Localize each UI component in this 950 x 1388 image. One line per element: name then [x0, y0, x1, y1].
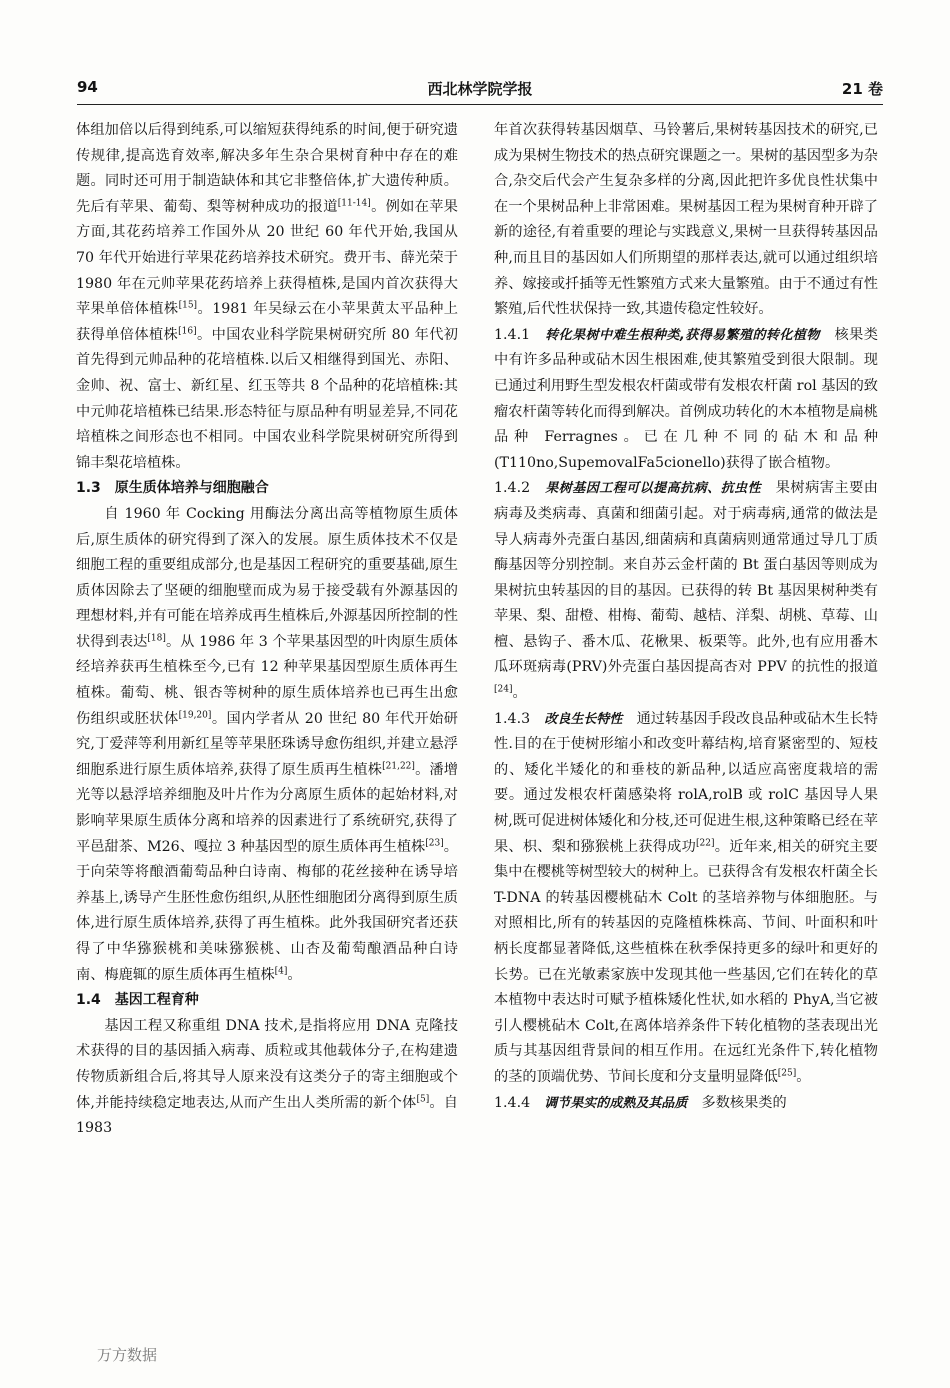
subsection-number: 1.4.2 — [494, 480, 546, 497]
subsection-number: 1.4.3 — [494, 710, 545, 727]
text-run: 。国内学者从 20 世纪 80 年代开始研究,丁爱萍等利用新红星等苹果胚珠诱导愈伤组织,并建立悬浮细胞系进行原生质体培养,获得了原生质再生植株 — [76, 710, 458, 778]
text-run: 。中国农业科学院果树研究所 80 年代初首先得到元帅品种的花培植株.以后又相继得到国光、赤阳、金帅、祝、富士、新红星、红玉等共 8 个品种的花培植株:其中元帅花培植株已结果.形态特征与原品种有明显差异,不同花培植株之间形态也不相同。中国农业科学院果树研究所得到锦丰梨花培植株。 — [76, 326, 458, 471]
paragraph-genetic-engineering — [76, 1014, 458, 1142]
citation-ref: [15] — [178, 300, 198, 311]
citation-ref: [24] — [494, 684, 513, 695]
subsection-title: 调节果实的成熟及其品质 — [544, 1095, 688, 1111]
text-run: 多数核果类的 — [687, 1094, 787, 1111]
subsection-title: 转化果树中难生根种类,获得易繁殖的转化植物 — [545, 327, 820, 343]
citation-ref: [25] — [777, 1068, 797, 1079]
text-run: 通过转基因手段改良品种或砧木生长特性.目的在于使树形缩小和改变叶幕结构,培育紧密型的、短枝的、矮化半矮化的和垂枝的新品种,以适应高密度栽培的需要。通过发根农杆菌感染将 rolA,rolB 或 rolC 基因导人果树,既可促进树体矮化和分枝,还可促进生根,这种策略已经在苹果、枳、梨和猕猴桃上获得成功 — [494, 710, 878, 855]
subsection-title: 改良生长特性 — [544, 711, 623, 727]
section-heading-1-3: 1.3 原生质体培养与细胞融合 — [76, 480, 269, 497]
text-run: 。 — [512, 685, 527, 702]
text-run: 果树病害主要由病毒及类病毒、真菌和细菌引起。对于病毒病,通常的做法是导人病毒外壳蛋白基因,细菌病和真菌病则通常通过导几丁质酶基因等分别控制。来自苏云金杆菌的 Bt 蛋白基因等则成为果树抗虫转基因的目的基因。已获得的转 Bt 基因果树种类有苹果、梨、甜橙、柑梅、葡萄、越桔、洋梨、胡桃、草莓、山檀、悬钩子、番木瓜、花楸果、板栗等。此外,也有应用番木瓜环斑病毒(PRV)外壳蛋白基因提高杏对 PPV 的抗性的报道 — [494, 480, 878, 676]
subsection-number: 1.4.1 — [494, 326, 546, 343]
text-run: 。潘增光等以悬浮培养细胞及叶片作为分离原生质体的起始材料,对影响苹果原生质体分离和培养的因素进行了系统研究,获得了平邑甜茶、M26、嘎拉 3 种基因型的原生质体再生植株 — [76, 761, 458, 855]
subsection-1-4-4 — [494, 1091, 878, 1117]
left-column — [76, 118, 458, 1142]
paragraph-anther-culture — [76, 118, 458, 476]
paragraph-protoplast — [76, 502, 458, 988]
volume-number: 21 卷 — [841, 80, 883, 98]
citation-ref: [5] — [416, 1093, 430, 1104]
citation-ref: [11-14] — [337, 198, 371, 209]
text-run: 。 — [287, 966, 302, 983]
citation-ref: [23] — [425, 837, 444, 848]
journal-title: 西北林学院学报 — [427, 80, 533, 98]
citation-ref: [16] — [178, 326, 197, 337]
text-run: 。自 1983 — [76, 1094, 458, 1137]
text-run: 。例如在苹果方面,其花药培养工作国外从 20 世纪 60 年代开始,我国从 70 年代开始进行苹果花药培养技术研究。费开韦、薛光荣于 1980 年在元帅苹果花药培养上获得植株,是国内首次获得大苹果单倍体植株 — [76, 198, 458, 318]
text-run: 。近年来,相关的研究主要集中在樱桃等树型较大的树种上。已获得含有发根农杆菌全长 T-DNA 的转基因樱桃砧木 Colt 的茎培养物与体细胞胚。与对照相比,所有的转基因的克隆植株株高、节间、叶面积和叶柄长度都显著降低,这些植株在秋季保持更多的绿叶和更好的长势。已在光敏素家族中发现其他一些基因,它们在转化的草本植物中表达时可赋予植株矮化性状,如水稻的 PhyA,当它被引人樱桃砧木 Colt,在离体培养条件下转化植物的茎表现出光质与其基因组背景间的相互作用。在远红光条件下,转化植物的茎的顶端优势、节间长度和分支量明显降低 — [494, 838, 878, 1085]
text-run: 基因工程又称重组 DNA 技术,是指将应用 DNA 克隆技术获得的目的基因插入病毒、质粒或其他载体分子,在构建遗传物质新组合后,将其导人原来没有这类分子的寄主细胞或个体,并能持续稳定地表达,从而产生出人类所需的新个体 — [76, 1017, 458, 1111]
subsection-1-4-1 — [494, 323, 878, 477]
page-header — [77, 76, 883, 105]
citation-ref: [22] — [696, 837, 715, 848]
text-run: 。 — [796, 1068, 811, 1085]
citation-ref: [19,20] — [178, 709, 212, 720]
text-run: 体组加倍以后得到纯系,可以缩短获得纯系的时间,便于研究遗传规律,提高选育效率,解决多年生杂合果树育种中存在的难题。同时还可用于制造缺体和其它非整倍体,扩大遗传种质。先后有苹果、葡萄、梨等树种成功的报道 — [76, 122, 458, 215]
citation-ref: [21,22] — [382, 761, 415, 772]
text-run: 。1981 年吴绿云在小苹果黄太平品种上获得单倍体植株 — [76, 301, 458, 343]
watermark-footer: 万方数据 — [97, 1346, 158, 1364]
subsection-number: 1.4.4 — [494, 1094, 545, 1111]
citation-ref: [18] — [147, 633, 166, 644]
section-heading-1-4: 1.4 基因工程育种 — [76, 992, 199, 1009]
subsection-1-4-3 — [494, 707, 878, 1091]
paragraph-transgenic-intro: 年首次获得转基因烟草、马铃薯后,果树转基因技术的研究,已成为果树生物技术的热点研究课题之一。果树的基因型多为杂合,杂交后代会产生复杂多样的分离,因此把许多优良性状集中在一个果树品种上非常困难。果树基因工程为果树育种开辟了新的途径,有着重要的理论与实践意义,果树一旦获得转基因品种,而且目的基因如人们所期望的那样表达,就可以通过组织培养、嫁接或扦插等无性繁殖方式来大量繁殖。由于不通过有性繁殖,后代性状保持一致,其遗传稳定性较好。 — [494, 122, 878, 318]
text-run: 自 1960 年 Cocking 用酶法分离出高等植物原生质体后,原生质体的研究得到了深入的发展。原生质体技术不仅是细胞工程的重要组成部分,也是基因工程研究的重要基础,原生质体因除去了坚硬的细胞壁而成为易于接受载有外源基因的理想材料,并有可能在培养成再生植株后,外源基因所控制的性状得到表达 — [76, 505, 458, 650]
citation-ref: [4] — [274, 965, 288, 976]
right-column — [494, 118, 878, 1116]
text-run: 。从 1986 年 3 个苹果基因型的叶肉原生质体经培养获再生植株至今,已有 12 种苹果基因型原生质体再生植株。葡萄、桃、银杏等树种的原生质体培养也已再生出愈伤组织或胚状体 — [76, 633, 458, 727]
page-number: 94 — [77, 78, 98, 96]
text-run: 核果类中有许多品种或砧木因生根困难,使其繁殖受到很大限制。现已通过利用野生型发根农杆菌或带有发根农杆菌 rol 基因的致瘤农杆菌等转化而得到解决。首例成功转化的木本植物是扁桃品种 Ferragnes。已在几种不同的砧木和品种(T110no,SupemovalFa5cionello)获得了嵌合植物。 — [494, 326, 878, 471]
text-run: 。于向荣等将酿酒葡萄品种白诗南、梅郁的花丝接种在诱导培养基上,诱导产生胚性愈伤组织,从胚性细胞团分离得到原生质体,进行原生质体培养,获得了再生植株。此外我国研究者还获得了中华猕猴桃和美味猕猴桃、山杏及葡萄酿酒品种白诗南、梅鹿辄的原生质体再生植株 — [76, 838, 458, 983]
subsection-1-4-2 — [494, 476, 878, 706]
subsection-title: 果树基因工程可以提高抗病、抗虫性 — [545, 481, 762, 497]
